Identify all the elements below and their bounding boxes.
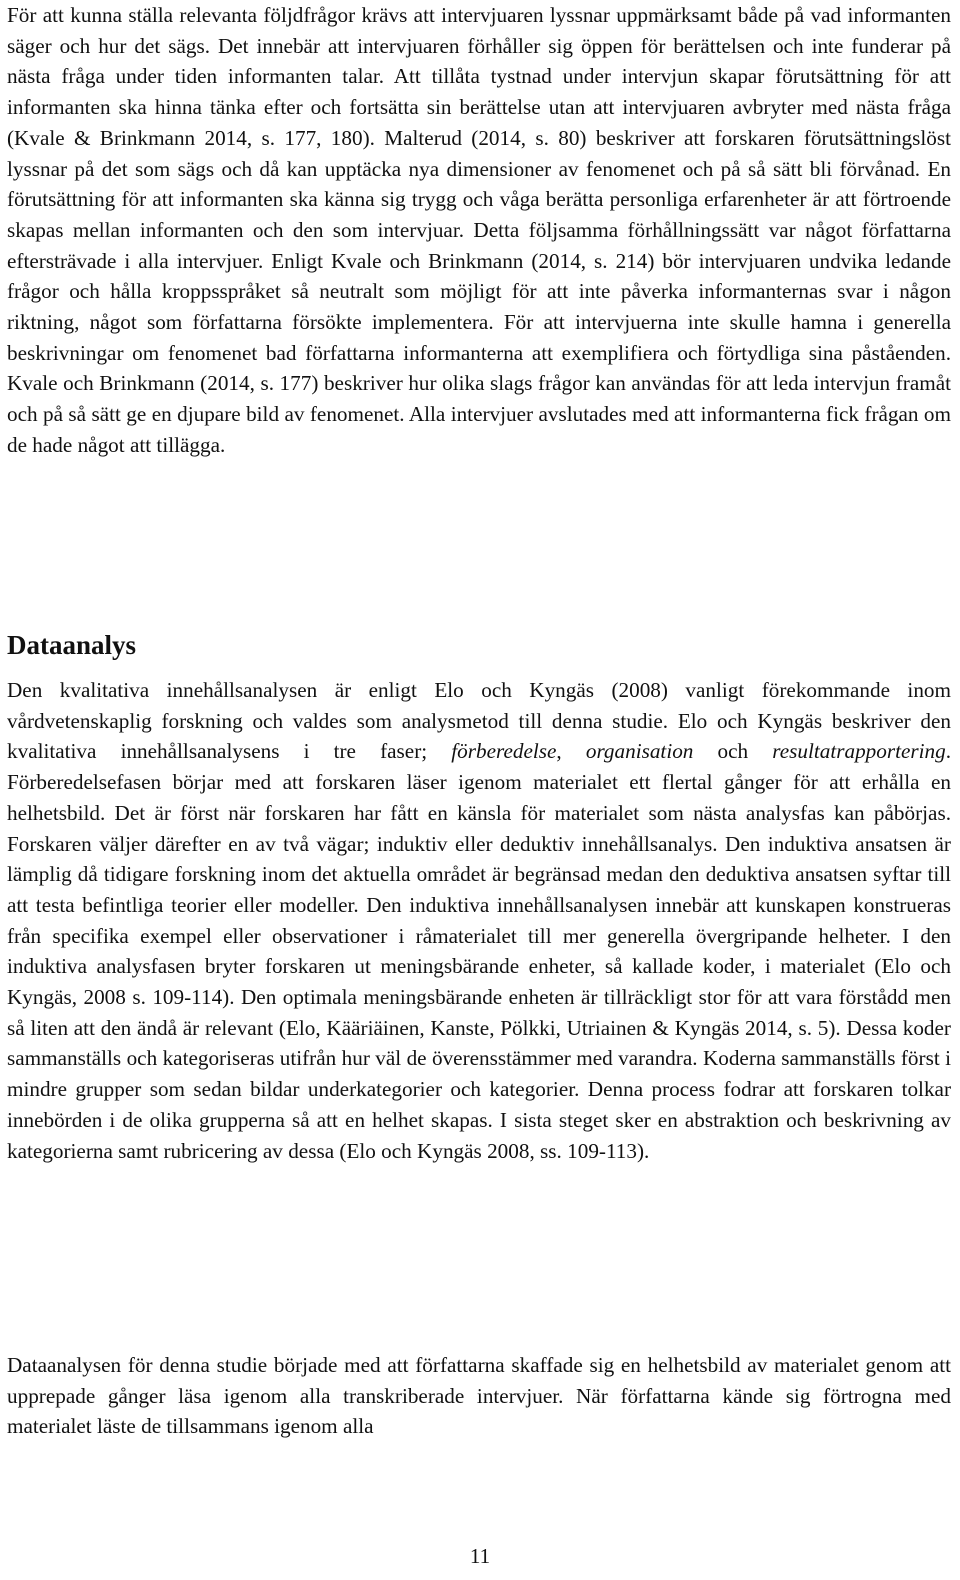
body-paragraph: För att kunna ställa relevanta följdfrågor krävs att intervjuaren lyssnar uppmärksamt både på vad informanten säger och hur det sägs. Det innebär att intervjuaren förhåller sig öppen för berättelsen och inte funderar på nästa fråga under tiden informanten talar. Att tillåta tystnad under intervjun skapar förutsättning för att informanten ska hinna tänka efter och fortsätta sin berättelse utan att intervjuaren avbryter med nästa fråga (Kvale & Brinkmann 2014, s. 177, 180). Malterud (2014, s. 80) beskriver att forskaren förutsättningslöst lyssnar på det som sägs och då kan upptäcka nya dimensioner av fenomenet och på så sätt bli förvånad. En förutsättning för att informanten ska känna sig trygg och våga berätta personliga erfarenheter är att förtroende skapas mellan informanten och den som intervjuar. Detta följsamma förhållningssätt var något författarna eftersträvade i alla intervjuer. Enligt Kvale och Brinkmann (2014, s. 214) bör intervjuaren undvika ledande frågor och hålla kroppsspråket så neutralt som möjligt för att inte påverka informanternas svar i någon riktning, något som författarna försökte implementera. För att intervjuerna inte skulle hamna i generella beskrivningar om fenomenet bad författarna informanterna att exemplifiera och förtydliga sina påståenden. Kvale och Brinkmann (2014, s. 177) beskriver hur olika slags frågor kan användas för att leda intervjun framåt och på så sätt ge en djupare bild av fenomenet. Alla intervjuer avslutades med att informanterna fick frågan om de hade något att tillägga. xyxy=(7,3,951,457)
emphasis: resultatrapportering xyxy=(772,739,946,764)
section-heading: Dataanalys xyxy=(7,630,137,660)
body-paragraph: Dataanalysen för denna studie började med att författarna skaffade sig en helhetsbild av materialet genom att upprepade gånger läsa igenom alla transkriberade intervjuer. När författarna kände sig förtrogna med materialet läste de tillsammans igenom alla xyxy=(7,1353,951,1439)
body-paragraph xyxy=(7,675,951,1166)
text-run: . Förberedelsefasen börjar med att forskaren läser igenom materialet ett flertal gånger för att erhålla en helhetsbild. Det är först när forskaren har fått en känsla för materialet som nästa analysfas kan påbörjas. Forskaren väljer därefter en av två vägar; induktiv eller deduktiv innehållsanalys. Den induktiva ansatsen är lämplig då tidigare forskning inom det aktuella området är begränsad medan den deduktiva ansatsen syftar till att testa befintliga teorier eller modeller. Den induktiva innehållsanalysen innebär att kunskapen konstrueras från specifika exempel eller observationer i råmaterialet till mer generella övergripande helheter. I den induktiva analysfasen bryter forskaren ut meningsbärande enheter, så kallade koder, i materialet (Elo och Kyngäs, 2008 s. 109-114). Den optimala meningsbärande enheten är tillräckligt stor för att vara förstådd men så liten att den ändå är relevant (Elo, Kääriäinen, Kanste, Pölkki, Utriainen & Kyngäs 2014, s. 5). Dessa koder sammanställs och kategoriseras utifrån hur väl de överensstämmer med varandra. Koderna sammanställs först i mindre grupper som sedan bildar underkategorier och kategorier. Denna process fodrar att forskaren tolkar innebörden i de olika grupperna så att en helhet skapas. I sista steget sker en abstraktion och beskrivning av kategorierna samt rubricering av dessa (Elo och Kyngäs 2008, ss. 109-113). xyxy=(7,739,952,1163)
text-run: Den kvalitativa innehållsanalysen är enligt Elo och Kyngäs (2008) vanligt förekommande inom vårdvetenskaplig forskning och valdes som analysmetod till denna studie. Elo och Kyngäs beskriver den kvalitativa innehållsanalysens i tre faser; xyxy=(7,678,951,764)
document-page xyxy=(7,0,952,1439)
emphasis: organisation xyxy=(585,739,694,764)
text-run: och xyxy=(693,739,773,764)
emphasis: förberedelse xyxy=(451,739,557,764)
text-run: , xyxy=(556,739,586,764)
page-number: 11 xyxy=(469,1544,491,1568)
